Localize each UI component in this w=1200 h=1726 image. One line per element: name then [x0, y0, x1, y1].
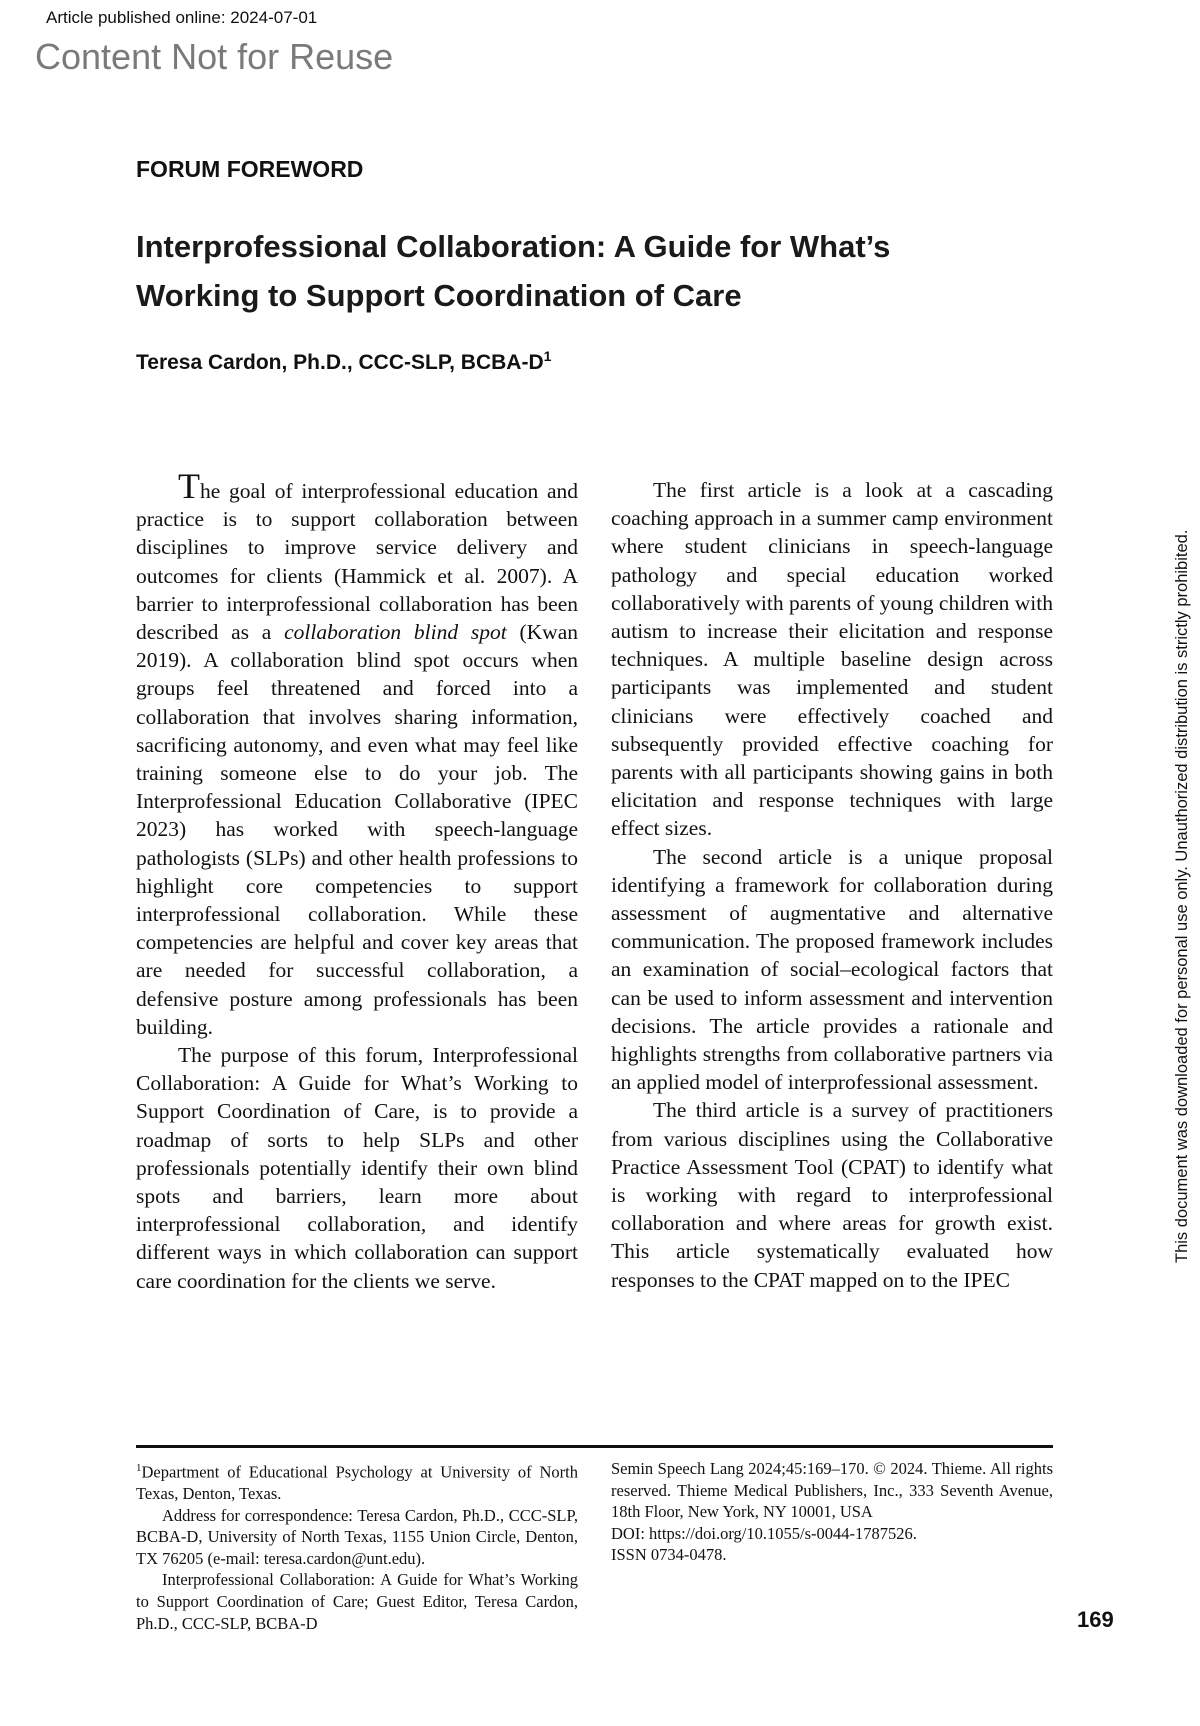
section-label: FORUM FOREWORD — [136, 156, 364, 182]
drop-cap: T — [178, 466, 200, 506]
author-line — [136, 348, 551, 375]
body-paragraph: The purpose of this forum, Interprofessional Collaboration: A Guide for What’s Working to Support Coordination of Care, is to provide a roadmap of sorts to help SLPs and other professionals potentially identify their own blind spots and barriers, learn more about interprofessional collaboration, and identify different ways in which collaboration can support care coordination for the clients we serve. — [136, 1043, 578, 1293]
correspondence-footnote: Address for correspondence: Teresa Cardon, Ph.D., CCC-SLP, BCBA-D, University of North Texas, 1155 Union Circle, Denton, TX 76205 (e-mail: teresa.cardon@unt.edu). — [136, 1505, 578, 1568]
footnotes-right — [611, 1458, 1053, 1566]
body-column-left — [136, 466, 578, 1295]
footnote-divider — [136, 1445, 1053, 1448]
doi-footnote: DOI: https://doi.org/10.1055/s-0044-1787526. — [611, 1523, 917, 1543]
footnotes-left — [136, 1458, 578, 1634]
affiliation-footnote — [136, 1458, 578, 1505]
emphasis-term: collaboration blind spot — [284, 620, 507, 645]
body-column-right — [611, 476, 1053, 1294]
issn-footnote: ISSN 0734-0478. — [611, 1545, 727, 1565]
reuse-notice: Content Not for Reuse — [35, 36, 394, 77]
footnote-marker: 1 — [136, 1462, 142, 1474]
issue-footnote: Interprofessional Collaboration: A Guide for What’s Working to Support Coordination of Care; Guest Editor, Teresa Cardon, Ph.D., CCC-SLP, BCBA-D — [136, 1570, 578, 1633]
page-number: 169 — [1077, 1607, 1114, 1632]
published-date: Article published online: 2024-07-01 — [46, 8, 318, 27]
body-paragraph — [136, 466, 578, 1041]
affiliation-marker: 1 — [543, 348, 552, 364]
citation-footnote: Semin Speech Lang 2024;45:169–170. © 2024. Thieme. All rights reserved. Thieme Medical Publishers, Inc., 333 Seventh Avenue, 18th Floor, New York, NY 10001, USA — [611, 1459, 1053, 1522]
article-title: Interprofessional Collaboration: A Guide for What’s Working to Support Coordination of Care — [136, 229, 891, 313]
body-paragraph: The first article is a look at a cascading coaching approach in a summer camp environment where student clinicians in speech-language pathology and special education worked collaboratively with parents of young children with autism to increase their elicitation and response techniques. A multiple baseline design across participants was implemented and student clinicians were effectively coached and subsequently provided effective coaching for parents with all participants showing gains in both elicitation and response techniques with large effect sizes. — [611, 478, 1053, 841]
side-notice: This document was downloaded for personal use only. Unauthorized distribution is strictly prohibited. — [1173, 529, 1191, 1263]
body-text: (Kwan 2019). A collaboration blind spot occurs when groups feel threatened and forced into a collaboration that involves sharing information, sacrificing autonomy, and even what may feel like training someone else to do your job. The Interprofessional Education Collaborative (IPEC 2023) has worked with speech-language pathologists (SLPs) and other health professions to highlight core competencies to support interprofessional collaboration. While these competencies are helpful and cover key areas that are needed for successful collaboration, a defensive posture among professionals has been building. — [136, 620, 578, 1039]
body-paragraph: The third article is a survey of practitioners from various disciplines using the Collaborative Practice Assessment Tool (CPAT) to identify what is working with regard to interprofessional collaboration and where areas for growth exist. This article systematically evaluated how responses to the CPAT mapped on to the IPEC — [611, 1098, 1053, 1292]
footnote-text: Department of Educational Psychology at University of North Texas, Denton, Texas. — [136, 1462, 578, 1504]
author-name: Teresa Cardon, Ph.D., CCC-SLP, BCBA-D — [136, 351, 544, 374]
body-paragraph: The second article is a unique proposal identifying a framework for collaboration during assessment of augmentative and alternative communication. The proposed framework includes an examination of social–ecological factors that can be used to inform assessment and intervention decisions. The article provides a rationale and highlights strengths from collaborative partners via an applied model of interprofessional assessment. — [611, 844, 1053, 1095]
body-text: he goal of interprofessional education and practice is to support collaboration between disciplines to improve service delivery and outcomes for clients (Hammick et al. 2007). A barrier to interprofessional collaboration has been described as a — [136, 479, 578, 645]
